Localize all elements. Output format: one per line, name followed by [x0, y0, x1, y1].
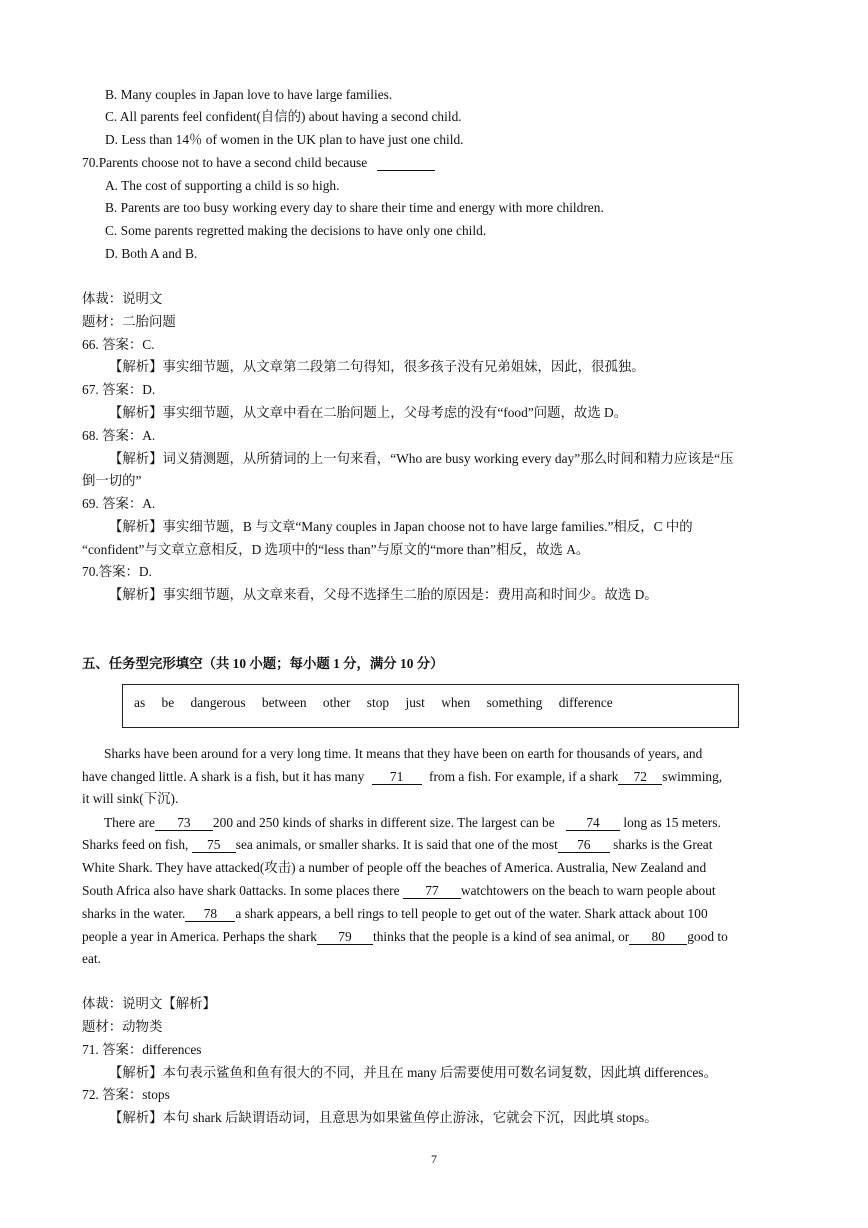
analysis-genre: 体裁：说明文: [82, 291, 163, 306]
answer-69: 69. 答案：A.: [82, 496, 156, 511]
explanation-72: 【解析】本句 shark 后缺谓语动词，且意思为如果鲨鱼停止游泳，它就会下沉，因此填 stops。: [109, 1110, 658, 1125]
blank-75: 75: [192, 837, 236, 853]
passage-text: sea animals, or smaller sharks. It is said that one of the most: [235, 837, 558, 852]
q70-option-d: D. Both A and B.: [105, 246, 198, 261]
analysis-topic: 题材：二胎问题: [82, 314, 176, 329]
word-bank-item: just: [405, 695, 425, 710]
explanation-70: 【解析】事实细节题，从文章来看，父母不选择生二胎的原因是：费用高和时间少。故选 D。: [109, 587, 658, 602]
passage-p2-line5: [82, 905, 708, 923]
passage-text: good to: [687, 929, 728, 944]
passage-text: people a year in America. Perhaps the shark: [82, 929, 317, 944]
answer-66: 66. 答案：C.: [82, 337, 155, 352]
blank-78: 78: [185, 906, 235, 922]
q70-option-a: A. The cost of supporting a child is so high.: [105, 178, 340, 193]
answer-67: 67. 答案：D.: [82, 382, 156, 397]
explanation-69-line2: “confident”与文章立意相反，D 选项中的“less than”与原文的“more than”相反，故选 A。: [82, 542, 590, 557]
explanation-69-line1: 【解析】事实细节题，B 与文章“Many couples in Japan choose not to have large families.”相反，C 中的: [109, 519, 693, 534]
explanation-66: 【解析】事实细节题，从文章第二段第二句得知，很多孩子没有兄弟姐妹，因此，很孤独。: [109, 359, 645, 374]
passage-p2-line7: eat.: [82, 951, 101, 966]
passage-text: 200 and 250 kinds of sharks in different size. The largest can be: [212, 815, 555, 830]
answer-70: 70.答案：D.: [82, 564, 152, 579]
blank-76: 76: [558, 837, 610, 853]
passage-text: from a fish. For example, if a shark: [428, 769, 619, 784]
explanation-68-line1: 【解析】词义猜测题，从所猜词的上一句来看，“Who are busy working every day”那么时间和精力应该是“压: [109, 451, 734, 466]
word-bank-item: dangerous: [190, 695, 246, 710]
passage-text: Sharks feed on fish,: [82, 837, 189, 852]
passage-p2-line1: [104, 814, 721, 832]
q70-blank: [377, 155, 435, 171]
answer-68: 68. 答案：A.: [82, 428, 156, 443]
word-bank-item: as: [134, 695, 146, 710]
q69-option-c: C. All parents feel confident(自信的) about having a second child.: [105, 109, 462, 124]
explanation-68-line2: 倒一切的”: [82, 473, 142, 488]
passage-p1-line1: Sharks have been around for a very long time. It means that they have been on earth for thousands of years, and: [104, 746, 703, 761]
q69-option-b: B. Many couples in Japan love to have large families.: [105, 87, 393, 102]
passage-text: There are: [104, 815, 155, 830]
passage-p2-line6: [82, 928, 728, 946]
word-bank-item: stop: [366, 695, 390, 710]
blank-72: 72: [618, 769, 662, 785]
passage-text: have changed little. A shark is a fish, but it has many: [82, 769, 365, 784]
passage-p2-line2: [82, 836, 712, 854]
passage-p2-line4: [82, 882, 716, 900]
passage-text: long as 15 meters.: [623, 815, 721, 830]
blank-77: 77: [403, 883, 461, 899]
word-bank: [122, 684, 739, 728]
answer-71: 71. 答案：differences: [82, 1042, 202, 1057]
word-bank-item: difference: [558, 695, 613, 710]
blank-80: 80: [629, 929, 687, 945]
passage-text: sharks is the Great: [613, 837, 713, 852]
passage-text: South Africa also have shark 0attacks. In some places there: [82, 883, 400, 898]
page-number: 7: [431, 1152, 437, 1166]
blank-74: 74: [566, 815, 620, 831]
explanation-67: 【解析】事实细节题，从文章中看在二胎问题上，父母考虑的没有“food”问题，故选 D。: [109, 405, 628, 420]
passage-text: watchtowers on the beach to warn people about: [460, 883, 716, 898]
passage-p1-line3: it will sink(下沉).: [82, 791, 179, 806]
section-heading: 五、任务型完形填空（共 10 小题；每小题 1 分，满分 10 分）: [82, 656, 444, 671]
word-bank-item: something: [486, 695, 543, 710]
passage-text: a shark appears, a bell rings to tell people to get out of the water. Shark attack about 100: [235, 906, 708, 921]
q70-option-c: C. Some parents regretted making the decisions to have only one child.: [105, 223, 487, 238]
passage-text: swimming,: [662, 769, 723, 784]
analysis-genre-5: 体裁：说明文【解析】: [82, 996, 216, 1011]
word-bank-item: be: [161, 695, 175, 710]
q69-option-d: D. Less than 14％ of women in the UK plan to have just one child.: [105, 132, 464, 147]
word-bank-item: between: [261, 695, 307, 710]
passage-text: sharks in the water.: [82, 906, 186, 921]
word-bank-item: when: [441, 695, 471, 710]
blank-71: 71: [372, 769, 422, 785]
q70-stem-text: 70.Parents choose not to have a second child because: [82, 155, 368, 170]
passage-p1-line2: [82, 768, 722, 786]
blank-73: 73: [155, 815, 213, 831]
q70-stem: [82, 154, 435, 172]
blank-79: 79: [317, 929, 373, 945]
word-bank-item: other: [322, 695, 351, 710]
q70-option-b: B. Parents are too busy working every day to share their time and energy with more children.: [105, 200, 604, 215]
answer-72: 72. 答案：stops: [82, 1087, 170, 1102]
word-bank-list: [134, 695, 626, 711]
passage-p2-line3: White Shark. They have attacked(攻击) a number of people off the beaches of America. Australia, New Zealand and: [82, 860, 707, 875]
explanation-71: 【解析】本句表示鲨鱼和鱼有很大的不同，并且在 many 后需要使用可数名词复数，因此填 differences。: [109, 1065, 717, 1080]
analysis-topic-5: 题材：动物类: [82, 1019, 163, 1034]
passage-text: thinks that the people is a kind of sea animal, or: [373, 929, 630, 944]
